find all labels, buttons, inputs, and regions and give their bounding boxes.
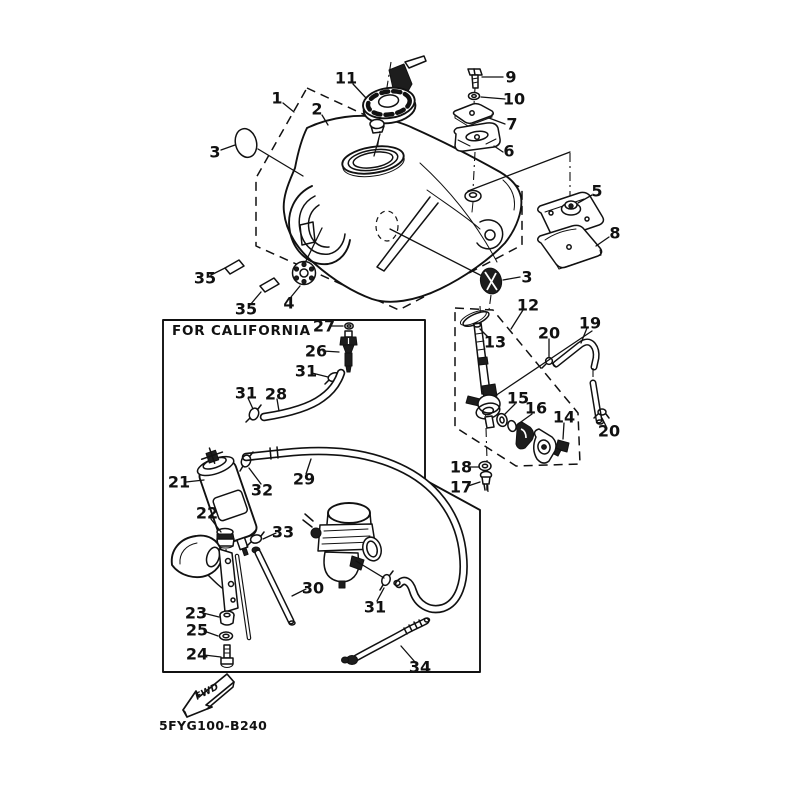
callout-label-34: 34 bbox=[408, 657, 432, 677]
callout-label-1: 1 bbox=[271, 88, 283, 108]
callout-label-25: 25 bbox=[185, 620, 209, 640]
callout-label-30: 30 bbox=[301, 578, 325, 598]
callout-label-10: 10 bbox=[502, 89, 526, 109]
callout-label-35: 35 bbox=[234, 299, 258, 319]
callout-label-35: 35 bbox=[193, 268, 217, 288]
callout-label-19: 19 bbox=[578, 313, 602, 333]
part-23-collar bbox=[220, 611, 234, 625]
callout-label-17: 17 bbox=[449, 477, 473, 497]
callout-label-2: 2 bbox=[311, 99, 323, 119]
callout-label-7: 7 bbox=[506, 114, 518, 134]
figure-code: 5FYG100-B240 bbox=[159, 718, 268, 733]
callout-label-31: 31 bbox=[363, 597, 387, 617]
callout-label-23: 23 bbox=[184, 603, 208, 623]
callout-label-14: 14 bbox=[552, 407, 576, 427]
callout-label-29: 29 bbox=[292, 469, 316, 489]
callout-label-28: 28 bbox=[264, 384, 288, 404]
part-27-oring bbox=[345, 323, 353, 329]
callout-label-5: 5 bbox=[591, 181, 603, 201]
callout-label-33: 33 bbox=[271, 522, 295, 542]
callout-label-31: 31 bbox=[294, 361, 318, 381]
callout-label-26: 26 bbox=[304, 341, 328, 361]
callout-label-21: 21 bbox=[167, 472, 191, 492]
callout-label-13: 13 bbox=[483, 332, 507, 352]
callout-label-27: 27 bbox=[312, 316, 336, 336]
callout-label-9: 9 bbox=[505, 67, 517, 87]
callout-label-32: 32 bbox=[250, 480, 274, 500]
callout-label-12: 12 bbox=[516, 295, 540, 315]
callout-label-3: 3 bbox=[521, 267, 533, 287]
fwd-label: FWD bbox=[193, 681, 221, 703]
part-4-grommet bbox=[293, 262, 316, 285]
callout-label-6: 6 bbox=[503, 141, 515, 161]
callout-label-15: 15 bbox=[506, 388, 530, 408]
callout-label-8: 8 bbox=[609, 223, 621, 243]
part-25-washer bbox=[220, 632, 233, 640]
california-label: FOR CALIFORNIA bbox=[172, 323, 311, 339]
callout-label-22: 22 bbox=[195, 503, 219, 523]
callout-label-18: 18 bbox=[449, 457, 473, 477]
callout-label-24: 24 bbox=[185, 644, 209, 664]
callout-label-31: 31 bbox=[234, 383, 258, 403]
callout-label-20: 20 bbox=[537, 323, 561, 343]
callout-label-20: 20 bbox=[597, 421, 621, 441]
callout-label-3: 3 bbox=[209, 142, 221, 162]
callout-label-11: 11 bbox=[334, 68, 358, 88]
callout-label-4: 4 bbox=[283, 293, 295, 313]
callout-label-16: 16 bbox=[524, 398, 548, 418]
part-18-ring bbox=[479, 462, 491, 471]
